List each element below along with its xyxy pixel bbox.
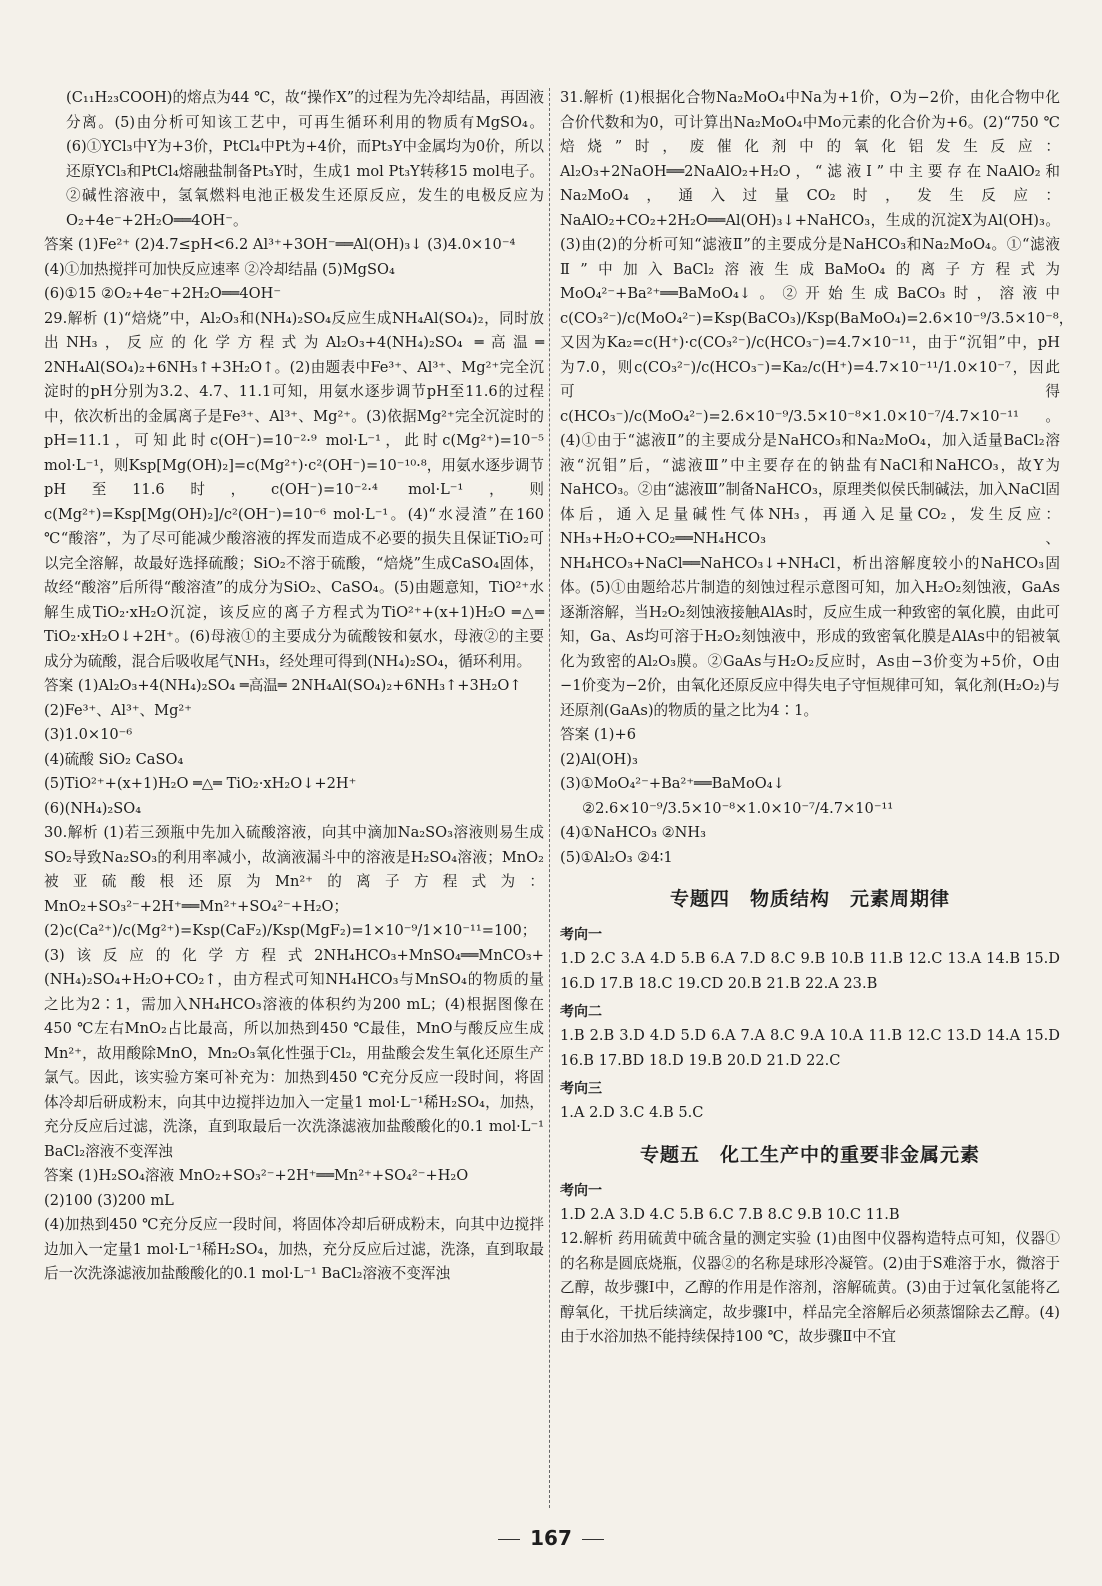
subsection-heading: 考向一: [560, 1182, 602, 1199]
subsection-heading: 考向二: [560, 1004, 602, 1020]
paragraph: 答案 (1)Al₂O₃+4(NH₄)₂SO₄ ═高温═ 2NH₄Al(SO₄)₂+6NH₃↑+3H₂O↑: [44, 677, 522, 694]
paragraph: (C₁₁H₂₃COOH)的熔点为44 ℃，故“操作X”的过程为先冷却结晶，再固液分离。(5)由分析可知该工艺中，可再生循环利用的物质有MgSO₄。(6)①YCl₃中Y为+3价，PtCl₄中Pt为+4价，而Pt₃Y中金属均为0价，所以还原YCl₃和PtCl₄熔融盐制备Pt₃Y时，生成1 mol Pt₃Y转移15 mol电子。②碱性溶液中，氢氧燃料电池正极发生还原反应，发生的电极反应为O₂+4e⁻+2H₂O══4OH⁻。: [66, 89, 544, 229]
left-column: [44, 86, 544, 1287]
subsection-heading: 考向一: [560, 927, 602, 943]
paragraph: 1.D 2.A 3.D 4.C 5.B 6.C 7.B 8.C 9.B 10.C 11.B: [560, 1205, 900, 1223]
paragraph: (4)①NaHCO₃ ②NH₃: [560, 824, 707, 841]
paragraph: (4)硫酸 SiO₂ CaSO₄: [44, 750, 184, 768]
page-number: 167: [0, 1526, 1102, 1550]
right-column: [560, 86, 1074, 1350]
paragraph: (2)100 (3)200 mL: [44, 1191, 174, 1209]
column-divider: [549, 88, 550, 1508]
paragraph: 答案 (1)+6: [560, 726, 637, 743]
paragraph: (5)①Al₂O₃ ②4∶1: [560, 848, 673, 866]
paragraph: 1.B 2.B 3.D 4.D 5.D 6.A 7.A 8.C 9.A 10.A 11.B 12.C 13.D 14.A 15.D 16.B 17.BD 18.D 19.B 20.D 21.D 22.C: [560, 1027, 1060, 1069]
paragraph: ②2.6×10⁻⁹/3.5×10⁻⁸×1.0×10⁻⁷/4.7×10⁻¹¹: [582, 799, 894, 817]
paragraph: 30.解析 (1)若三颈瓶中先加入硫酸溶液，向其中滴加Na₂SO₃溶液则易生成SO₂导致Na₂SO₃的利用率减小，故滴液漏斗中的溶液是H₂SO₄溶液；MnO₂被亚硫酸根还原为Mn²⁺的离子方程式为：MnO₂+SO₃²⁻+2H⁺══Mn²⁺+SO₄²⁻+H₂O；(2)c(Ca²⁺)/c(Mg²⁺)=Ksp(CaF₂)/Ksp(MgF₂)=1×10⁻⁹/1×10⁻¹¹=100；(3)该反应的化学方程式2NH₄HCO₃+MnSO₄══MnCO₃+(NH₄)₂SO₄+H₂O+CO₂↑，由方程式可知NH₄HCO₃与MnSO₄的物质的量之比为2∶1，需加入NH₄HCO₃溶液的体积约为200 mL；(4)根据图像在450 ℃左右MnO₂占比最高，所以加热到450 ℃最佳，MnO与酸反应生成Mn²⁺，故用酸除MnO，Mn₂O₃氧化性强于Cl₂，用盐酸会发生氧化还原生产氯气。因此，该实验方案可补充为：加热到450 ℃充分反应一段时间，将固体冷却后研成粉末，向其中边搅拌边加入一定量1 mol·L⁻¹稀H₂SO₄，加热，充分反应后过滤，洗涤，直到取最后一次洗涤滤液加盐酸酸化的0.1 mol·L⁻¹ BaCl₂溶液不变浑浊: [44, 824, 544, 1160]
paragraph: (2)Al(OH)₃: [560, 750, 638, 768]
paragraph: (3)1.0×10⁻⁶: [44, 726, 133, 743]
paragraph: (4)①加热搅拌可加快反应速率 ②冷却结晶 (5)MgSO₄: [44, 260, 395, 278]
section-title: 专题五 化工生产中的重要非金属元素: [639, 1143, 980, 1166]
subsection-heading: 考向三: [560, 1081, 602, 1097]
paragraph: (3)①MoO₄²⁻+Ba²⁺══BaMoO₄↓: [560, 775, 785, 792]
paragraph: 答案 (1)Fe²⁺ (2)4.7≤pH<6.2 Al³⁺+3OH⁻══Al(OH)₃↓ (3)4.0×10⁻⁴: [44, 236, 516, 253]
paragraph: (4)加热到450 ℃充分反应一段时间，将固体冷却后研成粉末，向其中边搅拌边加入一定量1 mol·L⁻¹稀H₂SO₄，加热，充分反应后过滤，洗涤，直到取最后一次洗涤滤液加盐酸酸化的0.1 mol·L⁻¹ BaCl₂溶液不变浑浊: [44, 1216, 544, 1282]
paragraph: 1.A 2.D 3.C 4.B 5.C: [560, 1104, 704, 1121]
paragraph: (6)(NH₄)₂SO₄: [44, 799, 142, 817]
paragraph: (2)Fe³⁺、Al³⁺、Mg²⁺: [44, 701, 192, 719]
paragraph: 31.解析 (1)根据化合物Na₂MoO₄中Na为+1价，O为−2价，由化合物中化合价代数和为0，可计算出Na₂MoO₄中Mo元素的化合价为+6。(2)“750 ℃焙烧”时，废催化剂中的氧化铝发生反应：Al₂O₃+2NaOH══2NaAlO₂+H₂O，“滤液Ⅰ”中主要存在NaAlO₂和Na₂MoO₄，通入过量CO₂时，发生反应：NaAlO₂+CO₂+2H₂O══Al(OH)₃↓+NaHCO₃，生成的沉淀X为Al(OH)₃。(3)由(2)的分析可知“滤液Ⅱ”的主要成分是NaHCO₃和Na₂MoO₄。①“滤液Ⅱ”中加入BaCl₂溶液生成BaMoO₄的离子方程式为MoO₄²⁻+Ba²⁺══BaMoO₄↓。②开始生成BaCO₃时，溶液中c(CO₃²⁻)/c(MoO₄²⁻)=Ksp(BaCO₃)/Ksp(BaMoO₄)=2.6×10⁻⁹/3.5×10⁻⁸，又因为Ka₂=c(H⁺)·c(CO₃²⁻)/c(HCO₃⁻)=4.7×10⁻¹¹，由于“沉钼”中，pH为7.0，则c(CO₃²⁻)/c(HCO₃⁻)=Ka₂/c(H⁺)=4.7×10⁻¹¹/1.0×10⁻⁷，因此可得c(HCO₃⁻)/c(MoO₄²⁻)=2.6×10⁻⁹/3.5×10⁻⁸×1.0×10⁻⁷/4.7×10⁻¹¹。(4)①由于“滤液Ⅱ”的主要成分是NaHCO₃和Na₂MoO₄，加入适量BaCl₂溶液“沉钼”后，“滤液Ⅲ”中主要存在的钠盐有NaCl和NaHCO₃，故Y为NaHCO₃。②由“滤液Ⅲ”制备NaHCO₃，原理类似侯氏制碱法，加入NaCl固体后，通入足量碱性气体NH₃，再通入足量CO₂，发生反应：NH₃+H₂O+CO₂══NH₄HCO₃、NH₄HCO₃+NaCl══NaHCO₃↓+NH₄Cl，析出溶解度较小的NaHCO₃固体。(5)①由题给芯片制造的刻蚀过程示意图可知，加入H₂O₂刻蚀液，GaAs逐渐溶解，当H₂O₂刻蚀液接触AlAs时，反应生成一种致密的氧化膜，由此可知，Ga、As均可溶于H₂O₂刻蚀液中，形成的致密氧化膜是AlAs中的铝被氧化为致密的Al₂O₃膜。②GaAs与H₂O₂反应时，As由−3价变为+5价，O由−1价变为−2价，由氧化还原反应中得失电子守恒规律可知，氧化剂(H₂O₂)与还原剂(GaAs)的物质的量之比为4∶1。: [560, 89, 1074, 719]
paragraph: (5)TiO²⁺+(x+1)H₂O ═△═ TiO₂·xH₂O↓+2H⁺: [44, 775, 357, 792]
paragraph: 12.解析 药用硫黄中硫含量的测定实验 (1)由图中仪器构造特点可知，仪器①的名称是圆底烧瓶，仪器②的名称是球形冷凝管。(2)由于S难溶于水，微溶于乙醇，故步骤Ⅰ中，乙醇的作用是作溶剂，溶解硫黄。(3)由于过氧化氢能将乙醇氧化，干扰后续滴定，故步骤Ⅰ中，样品完全溶解后必须蒸馏除去乙醇。(4)由于水浴加热不能持续保持100 ℃，故步骤Ⅱ中不宜: [560, 1230, 1060, 1345]
paragraph: 1.D 2.C 3.A 4.D 5.B 6.A 7.D 8.C 9.B 10.B 11.B 12.C 13.A 14.B 15.D 16.D 17.B 18.C 19.CD 20.B 21.B 22.A 23.B: [560, 950, 1060, 992]
paragraph: 29.解析 (1)“焙烧”中，Al₂O₃和(NH₄)₂SO₄反应生成NH₄Al(SO₄)₂，同时放出NH₃，反应的化学方程式为Al₂O₃+4(NH₄)₂SO₄ ═高温═ 2NH₄Al(SO₄)₂+6NH₃↑+3H₂O↑。(2)由题表中Fe³⁺、Al³⁺、Mg²⁺完全沉淀时的pH分别为3.2、4.7、11.1可知，用氨水逐步调节pH至11.6的过程中，依次析出的金属离子是Fe³⁺、Al³⁺、Mg²⁺。(3)依据Mg²⁺完全沉淀时的pH=11.1，可知此时c(OH⁻)=10⁻²·⁹ mol·L⁻¹，此时c(Mg²⁺)=10⁻⁵ mol·L⁻¹，则Ksp[Mg(OH)₂]=c(Mg²⁺)·c²(OH⁻)=10⁻¹⁰·⁸，用氨水逐步调节pH至11.6时，c(OH⁻)=10⁻²·⁴ mol·L⁻¹，则c(Mg²⁺)=Ksp[Mg(OH)₂]/c²(OH⁻)=10⁻⁶ mol·L⁻¹。(4)“水浸渣”在160 ℃“酸溶”，为了尽可能减少酸溶液的挥发而造成不必要的损失且保证TiO₂可以完全溶解，故最好选择硫酸；SiO₂不溶于硫酸，“焙烧”生成CaSO₄固体，故经“酸溶”后所得“酸溶渣”的成分为SiO₂、CaSO₄。(5)由题意知，TiO²⁺水解生成TiO₂·xH₂O沉淀，该反应的离子方程式为TiO²⁺+(x+1)H₂O ═△═ TiO₂·xH₂O↓+2H⁺。(6)母液①的主要成分为硫酸铵和氨水，母液②的主要成分为硫酸，混合后吸收尾气NH₃，经处理可得到(NH₄)₂SO₄，循环利用。: [44, 309, 544, 670]
section-title: 专题四 物质结构 元素周期律: [669, 888, 950, 910]
paragraph: 答案 (1)H₂SO₄溶液 MnO₂+SO₃²⁻+2H⁺══Mn²⁺+SO₄²⁻+H₂O: [44, 1167, 469, 1184]
paragraph: (6)①15 ②O₂+4e⁻+2H₂O══4OH⁻: [44, 285, 282, 302]
